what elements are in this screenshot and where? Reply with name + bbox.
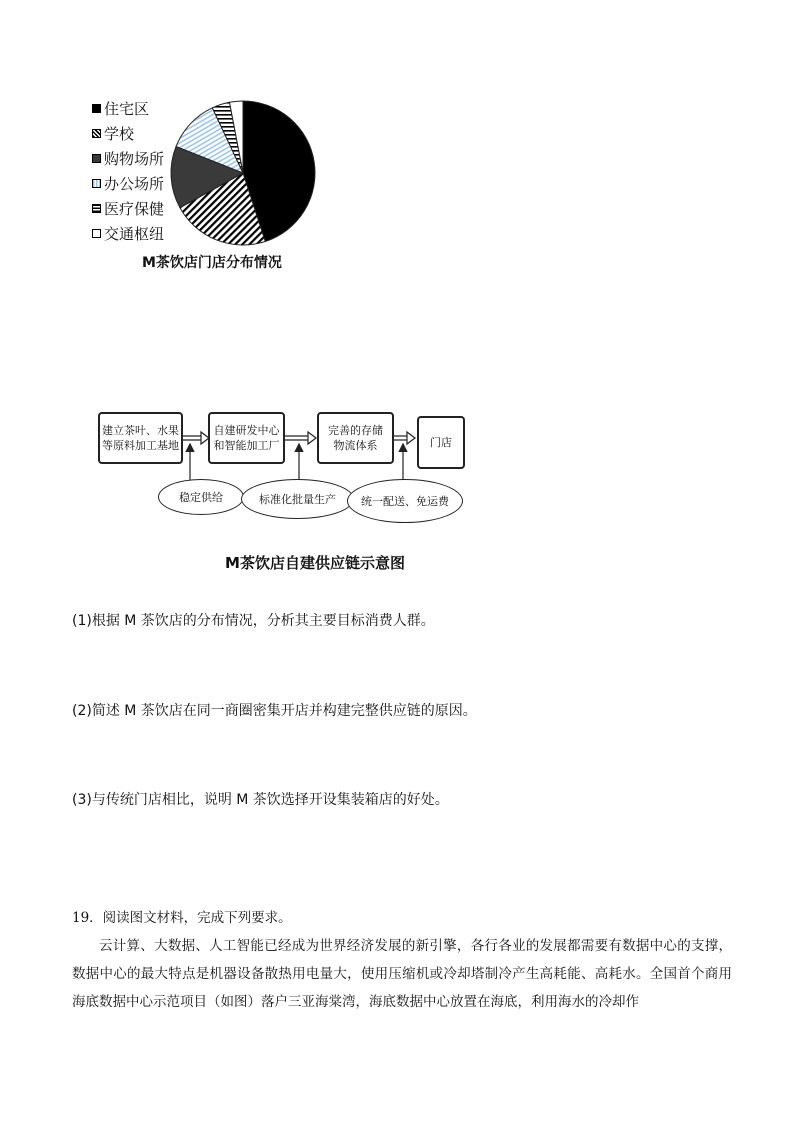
legend-item-medical	[92, 196, 164, 221]
legend-swatch-diagonal	[92, 129, 101, 138]
legend-label: 学校	[104, 125, 135, 143]
ellipse-stable-supply: 稳定供给	[158, 479, 244, 515]
pie-chart	[168, 98, 318, 248]
arrow-2	[284, 432, 316, 444]
legend-item-residential	[92, 96, 164, 121]
arrow-3	[393, 432, 415, 444]
legend-item-shopping	[92, 146, 164, 171]
box-line: 完善的存储	[328, 424, 383, 437]
pie-caption: M茶饮店门店分布情况	[142, 255, 282, 271]
flow-box-logistics	[317, 412, 394, 464]
legend-label: 交通枢纽	[104, 225, 165, 243]
supply-chain-diagram	[95, 405, 475, 530]
legend-swatch-horizontal	[92, 204, 101, 213]
legend-label: 购物场所	[104, 150, 165, 168]
question-2: (2)简述 M 茶饮店在同一商圈密集开店并构建完整供应链的原因。	[72, 703, 477, 719]
question-1: (1)根据 M 茶饮店的分布情况，分析其主要目标消费人群。	[72, 613, 435, 629]
legend-swatch-white	[92, 229, 101, 238]
box-line: 物流体系	[333, 439, 378, 452]
flow-box-store	[417, 416, 465, 469]
box-line: 等原料加工基地	[102, 439, 179, 452]
box-line: 建立茶叶、水果	[102, 424, 179, 437]
legend-swatch-darkgray	[92, 154, 101, 163]
box-line: 自建研发中心	[213, 424, 280, 437]
pie-chart-figure	[80, 92, 340, 282]
flow-box-raw-materials	[98, 412, 183, 464]
legend-item-office	[92, 171, 164, 196]
box-line: 和智能加工厂	[213, 439, 280, 452]
box-line: 门店	[430, 436, 452, 449]
legend-swatch-solid	[92, 104, 101, 113]
legend-label: 医疗保健	[104, 200, 165, 218]
legend-item-transport	[92, 221, 164, 246]
legend-label: 办公场所	[104, 175, 165, 193]
ellipse-unified-delivery: 统一配送、免运费	[347, 479, 463, 523]
pie-legend	[92, 96, 164, 246]
ellipse-standard-production: 标准化批量生产	[241, 479, 354, 519]
arrow-1	[183, 432, 209, 444]
flow-box-rnd-factory	[208, 412, 285, 464]
question-19-paragraph: 云计算、大数据、人工智能已经成为世界经济发展的新引擎，各行各业的发展都需要有数据中心的支撑，数据中心的最大特点是机器设备散热用电量大，使用压缩机或冷却塔制冷产生高耗能、高耗水。全国首个商用海底数据中心示范项目（如图）落户三亚海棠湾，海底数据中心放置在海底，利用海水的冷却作	[72, 938, 732, 1010]
legend-label: 住宅区	[104, 100, 150, 118]
legend-swatch-lightblue	[92, 179, 101, 188]
question-3: (3)与传统门店相比，说明 M 茶饮选择开设集装箱店的好处。	[72, 792, 449, 808]
question-19-heading: 19．阅读图文材料，完成下列要求。	[72, 910, 292, 926]
legend-item-school	[92, 121, 164, 146]
flow-caption: M茶饮店自建供应链示意图	[225, 554, 405, 572]
